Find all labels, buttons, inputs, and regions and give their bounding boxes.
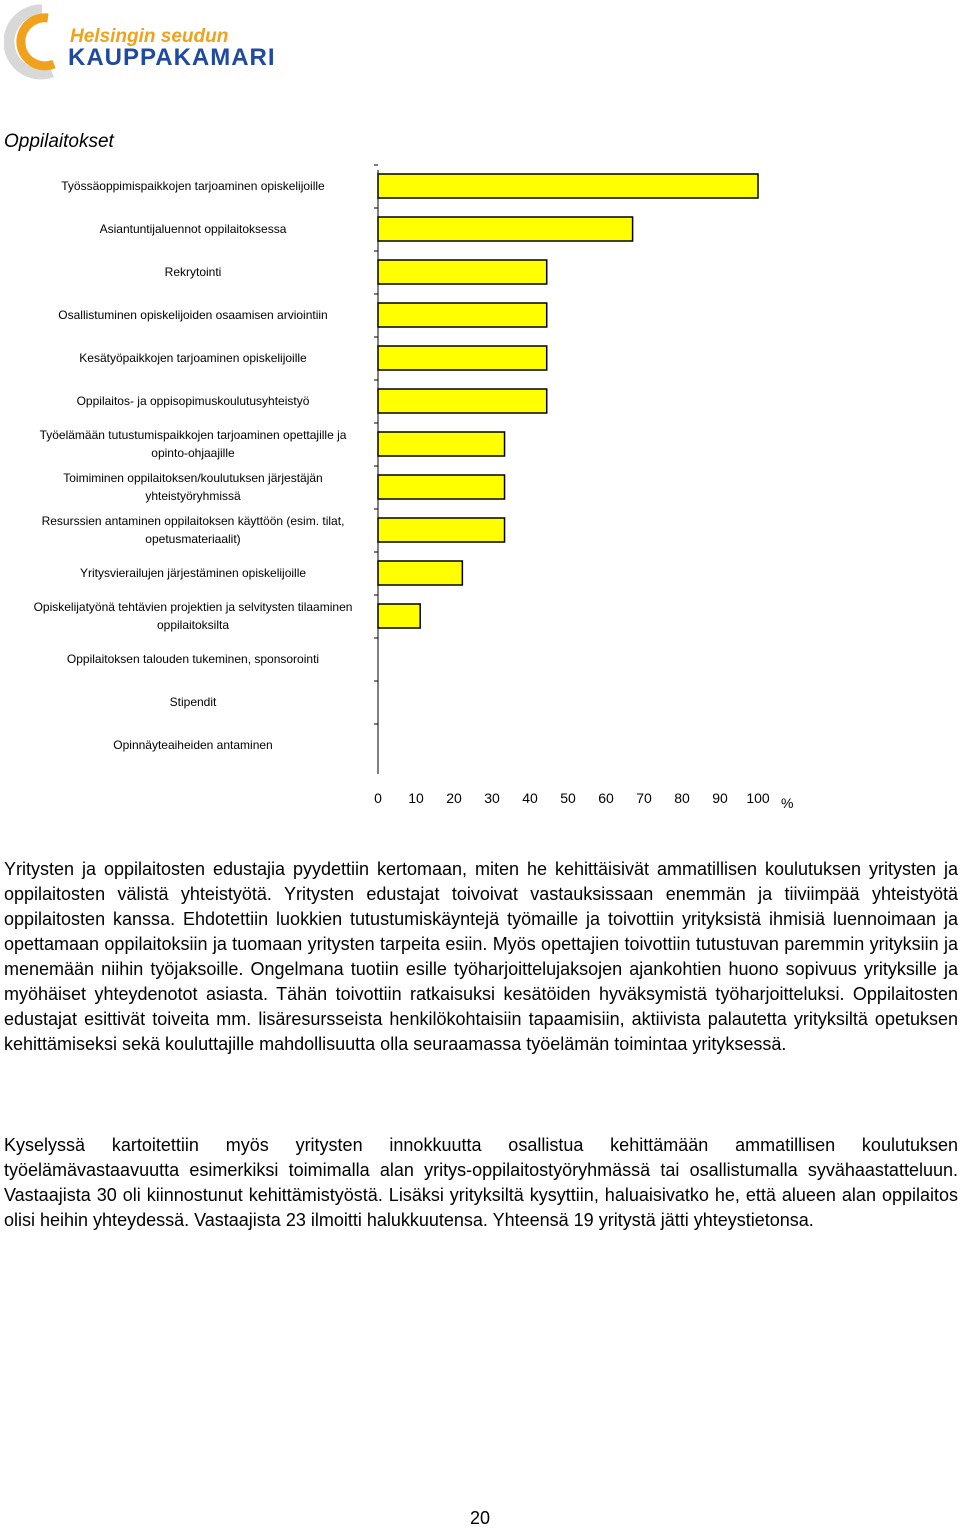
- bar: [378, 604, 420, 628]
- category-label: Oppilaitoksen talouden tukeminen, sponsorointi: [66, 652, 320, 666]
- bar: [378, 260, 547, 284]
- bar: [378, 432, 505, 456]
- kauppakamari-logo: [4, 4, 274, 80]
- category-label: Osallistuminen opiskelijoiden osaamisen arviointiin: [58, 308, 328, 322]
- category-label: Resurssien antaminen oppilaitoksen käyttöön (esim. tilat, opetusmateriaalit): [41, 514, 345, 546]
- category-label: Kesätyöpaikkojen tarjoaminen opiskelijoille: [79, 351, 307, 365]
- x-tick-label: 30: [484, 790, 500, 806]
- x-tick-label: 10: [408, 790, 424, 806]
- category-label: Yritysvierailujen järjestäminen opiskelijoille: [79, 566, 307, 580]
- paragraph-2: Kyselyssä kartoitettiin myös yritysten innokkuutta osallistua kehittämään ammatillisen koulutuksen työelämävastaavuutta esimerkiksi toimimalla alan yritys-oppilaitostyöryhmässä tai osallistumalla syvähaastatteluun. Vastaajista 30 oli kiinnostunut kehittämistyöstä. Lisäksi yrityksiltä kysyttiin, haluaisivatko he, että alueen alan oppilaitos olisi heihin yhteydessä. Vastaajista 23 ilmoitti halukkuutensa. Yhteensä 19 yritystä jätti yhteystietonsa.: [4, 1135, 958, 1230]
- bar: [378, 346, 547, 370]
- x-tick-label: 50: [560, 790, 576, 806]
- bar: [378, 217, 633, 241]
- x-tick-label: 90: [712, 790, 728, 806]
- x-tick-label: 0: [374, 790, 382, 806]
- category-label: Työelämään tutustumispaikkojen tarjoaminen opettajille ja opinto-ohjaajille: [39, 428, 347, 460]
- x-tick-label: 20: [446, 790, 462, 806]
- paragraph-1: Yritysten ja oppilaitosten edustajia pyydettiin kertomaan, miten he kehittäisivät ammatillisen koulutuksen yritysten ja oppilaitosten välistä yhteistyötä. Yritysten edustajat toivoivat vastauksissaan enemmän ja tiiviimpää yhteistyötä oppilaitosten kanssa. Ehdotettiin luokkien tutustumiskäyntejä työmaille ja toivottiin yrityksistä ihmisiä luennoimaan ja opettamaan oppilaitoksiin ja tuomaan yritysten tarpeita esiin. Myös opettajien toivottiin tutustuvan paremmin yrityksiin ja menemään niihin työjaksoille. Ongelmana tuotiin esille työharjoittelujaksojen ajankohtien huono sopivuus yrityksille ja myöhäiset yhteydenotot asiasta. Tähän toivottiin ratkaisuksi kesätöiden hyväksymistä työharjoitteluksi. Oppilaitosten edustajat esittivät toiveita mm. lisäresursseista henkilökohtaisiin tapaamisiin, aktiivista palautetta yrityksiltä opetuksen kehittämiseksi sekä kouluttajille mahdollisuutta olla seuraamassa työelämän toimintaa yrityksessä.: [4, 859, 958, 1054]
- category-label: Oppilaitos- ja oppisopimuskoulutusyhteistyö: [76, 394, 310, 408]
- bar-chart: [0, 160, 960, 820]
- bar: [378, 389, 547, 413]
- x-tick-label: 70: [636, 790, 652, 806]
- page-number: 20: [469, 1508, 491, 1528]
- x-tick-label: 100: [746, 790, 770, 806]
- logo-arc-icon: [4, 4, 74, 80]
- logo-line1: Helsingin seudun: [70, 26, 229, 47]
- category-label: Työssäoppimispaikkojen tarjoaminen opiskelijoille: [61, 179, 325, 193]
- category-label: Toimiminen oppilaitoksen/koulutuksen järjestäjän yhteistyöryhmissä: [63, 471, 323, 503]
- logo-line2: KAUPPAKAMARI: [68, 44, 276, 71]
- x-tick-label: 80: [674, 790, 690, 806]
- x-tick-label: 40: [522, 790, 538, 806]
- category-label: Opinnäyteaiheiden antaminen: [113, 738, 273, 752]
- category-label: Stipendit: [169, 695, 217, 709]
- bar: [378, 475, 505, 499]
- bar: [378, 518, 505, 542]
- category-label: Asiantuntijaluennot oppilaitoksessa: [99, 222, 287, 236]
- bar: [378, 561, 462, 585]
- bar: [378, 174, 758, 198]
- bar: [378, 303, 547, 327]
- x-unit-label: %: [781, 795, 794, 811]
- section-title: Oppilaitokset: [4, 131, 114, 152]
- category-label: Rekrytointi: [164, 265, 222, 279]
- category-label: Opiskelijatyönä tehtävien projektien ja selvitysten tilaaminen oppilaitoksilta: [33, 600, 353, 632]
- x-tick-label: 60: [598, 790, 614, 806]
